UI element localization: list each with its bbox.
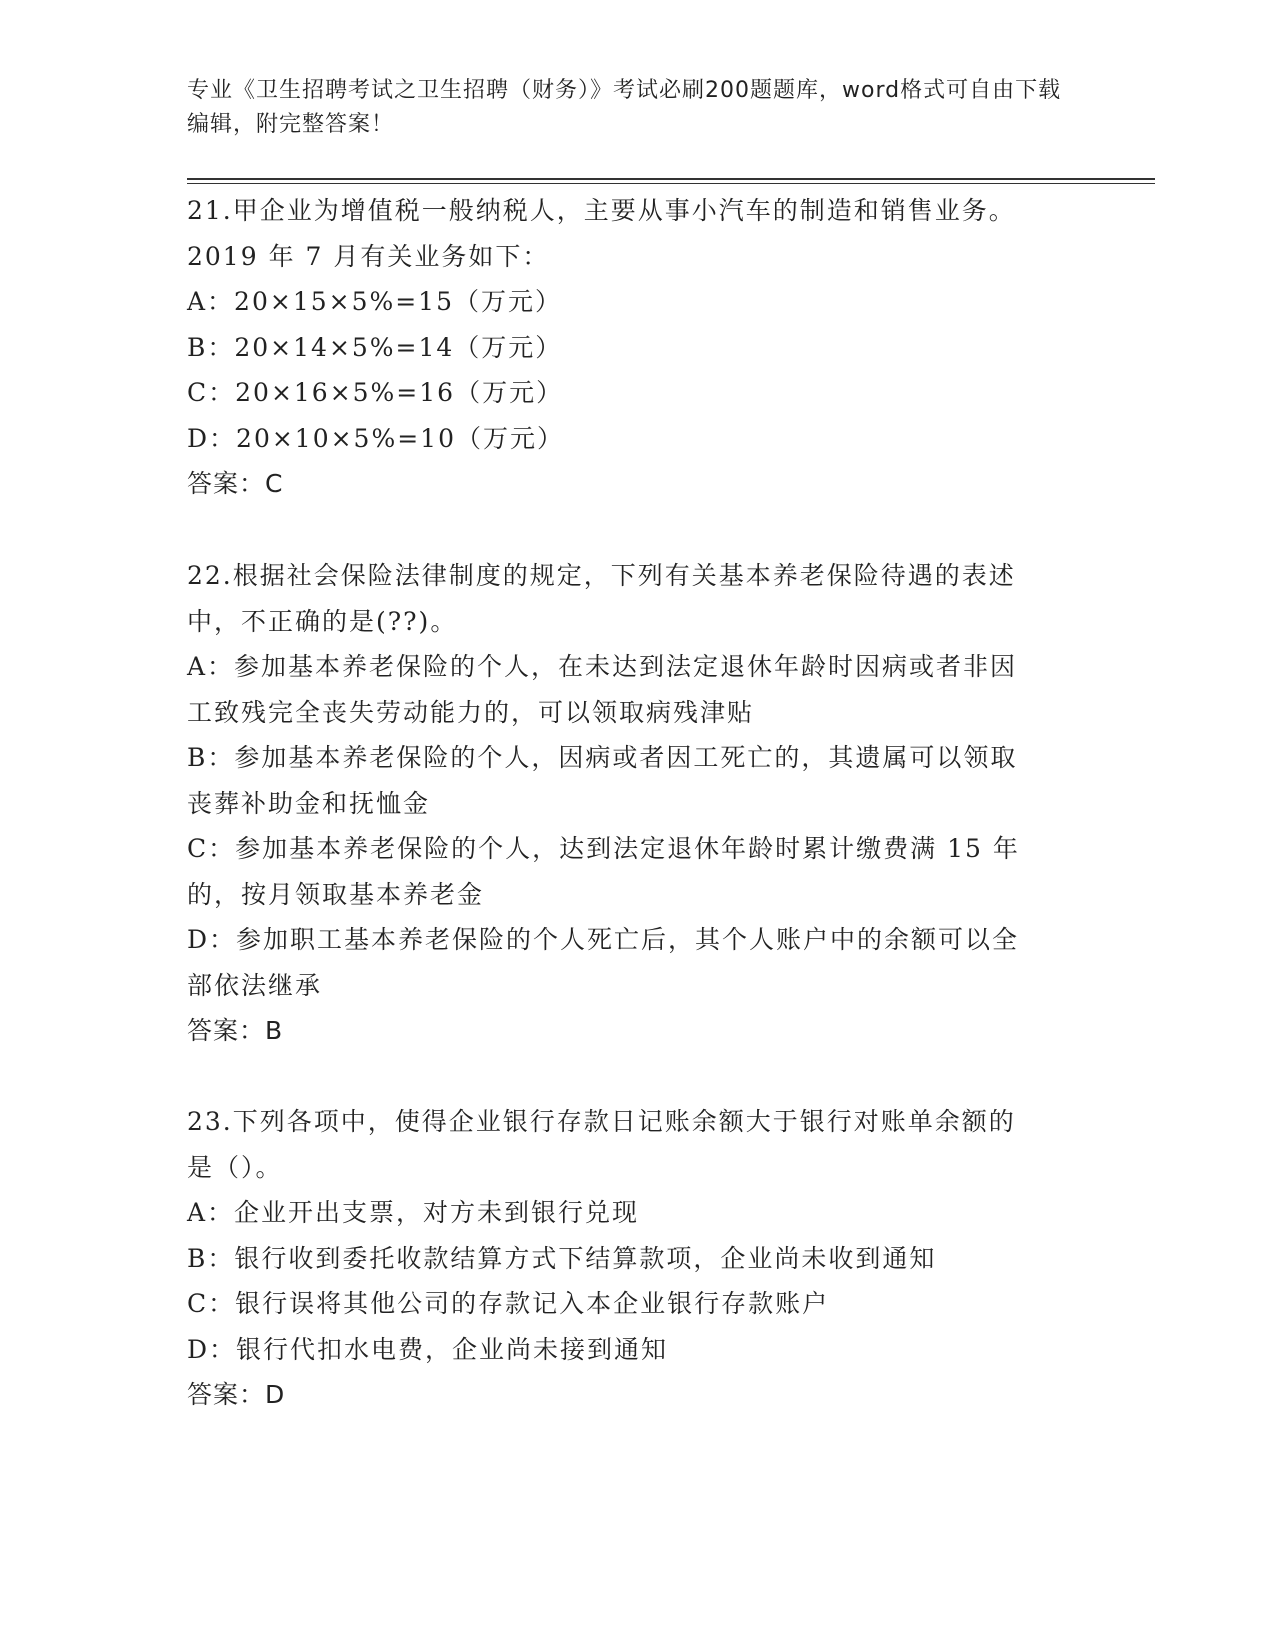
option-b: B：参加基本养老保险的个人，因病或者因工死亡的，其遗属可以领取: [187, 743, 1018, 772]
option-d: D：20×10×5%=10（万元）: [187, 423, 564, 453]
header-divider-thin: [187, 183, 1155, 184]
answer-line: 答案：D: [187, 1380, 286, 1409]
option-c: C：参加基本养老保险的个人，达到法定退休年龄时累计缴费满 15 年: [187, 834, 1020, 863]
question-stem-line: 21.甲企业为增值税一般纳税人，主要从事小汽车的制造和销售业务。: [187, 196, 1016, 225]
question-22: [187, 553, 1087, 1054]
option-a-continued: 工致残完全丧失劳动能力的，可以领取病残津贴: [187, 697, 755, 727]
question-stem-line: 中，不正确的是(??)。: [187, 606, 458, 636]
option-a: A：20×15×5%=15（万元）: [187, 287, 562, 316]
question-23: [187, 1099, 1087, 1418]
question-stem-line: 22.根据社会保险法律制度的规定，下列有关基本养老保险待遇的表述: [187, 561, 1016, 590]
header-divider-thick: [187, 178, 1155, 180]
answer-line: 答案：C: [187, 469, 284, 498]
option-c: C：银行误将其他公司的存款记入本企业银行存款账户: [187, 1289, 830, 1318]
option-c-continued: 的，按月领取基本养老金: [187, 879, 485, 909]
option-b: B：20×14×5%=14（万元）: [187, 332, 563, 362]
option-a: A：企业开出支票，对方未到银行兑现: [187, 1198, 640, 1227]
question-21: [187, 188, 1087, 507]
option-b-continued: 丧葬补助金和抚恤金: [187, 788, 431, 818]
option-c: C：20×16×5%=16（万元）: [187, 378, 564, 407]
option-b: B：银行收到委托收款结算方式下结算款项，企业尚未收到通知: [187, 1243, 937, 1273]
question-stem-line: 2019 年 7 月有关业务如下：: [187, 241, 550, 271]
question-stem-line: 23.下列各项中，使得企业银行存款日记账余额大于银行对账单余额的: [187, 1107, 1016, 1136]
answer-line: 答案：B: [187, 1016, 284, 1045]
option-d: D：银行代扣水电费，企业尚未接到通知: [187, 1334, 669, 1364]
document-intro: 专业《卫生招聘考试之卫生招聘（财务）》考试必刷200题题库，word格式可自由下载编辑，附完整答案！: [187, 78, 1062, 137]
option-d-continued: 部依法继承: [187, 970, 323, 1000]
option-d: D：参加职工基本养老保险的个人死亡后，其个人账户中的余额可以全: [187, 925, 1020, 954]
question-stem-line: 是（）。: [187, 1152, 283, 1182]
option-a: A：参加基本养老保险的个人，在未达到法定退休年龄时因病或者非因: [187, 652, 1018, 681]
